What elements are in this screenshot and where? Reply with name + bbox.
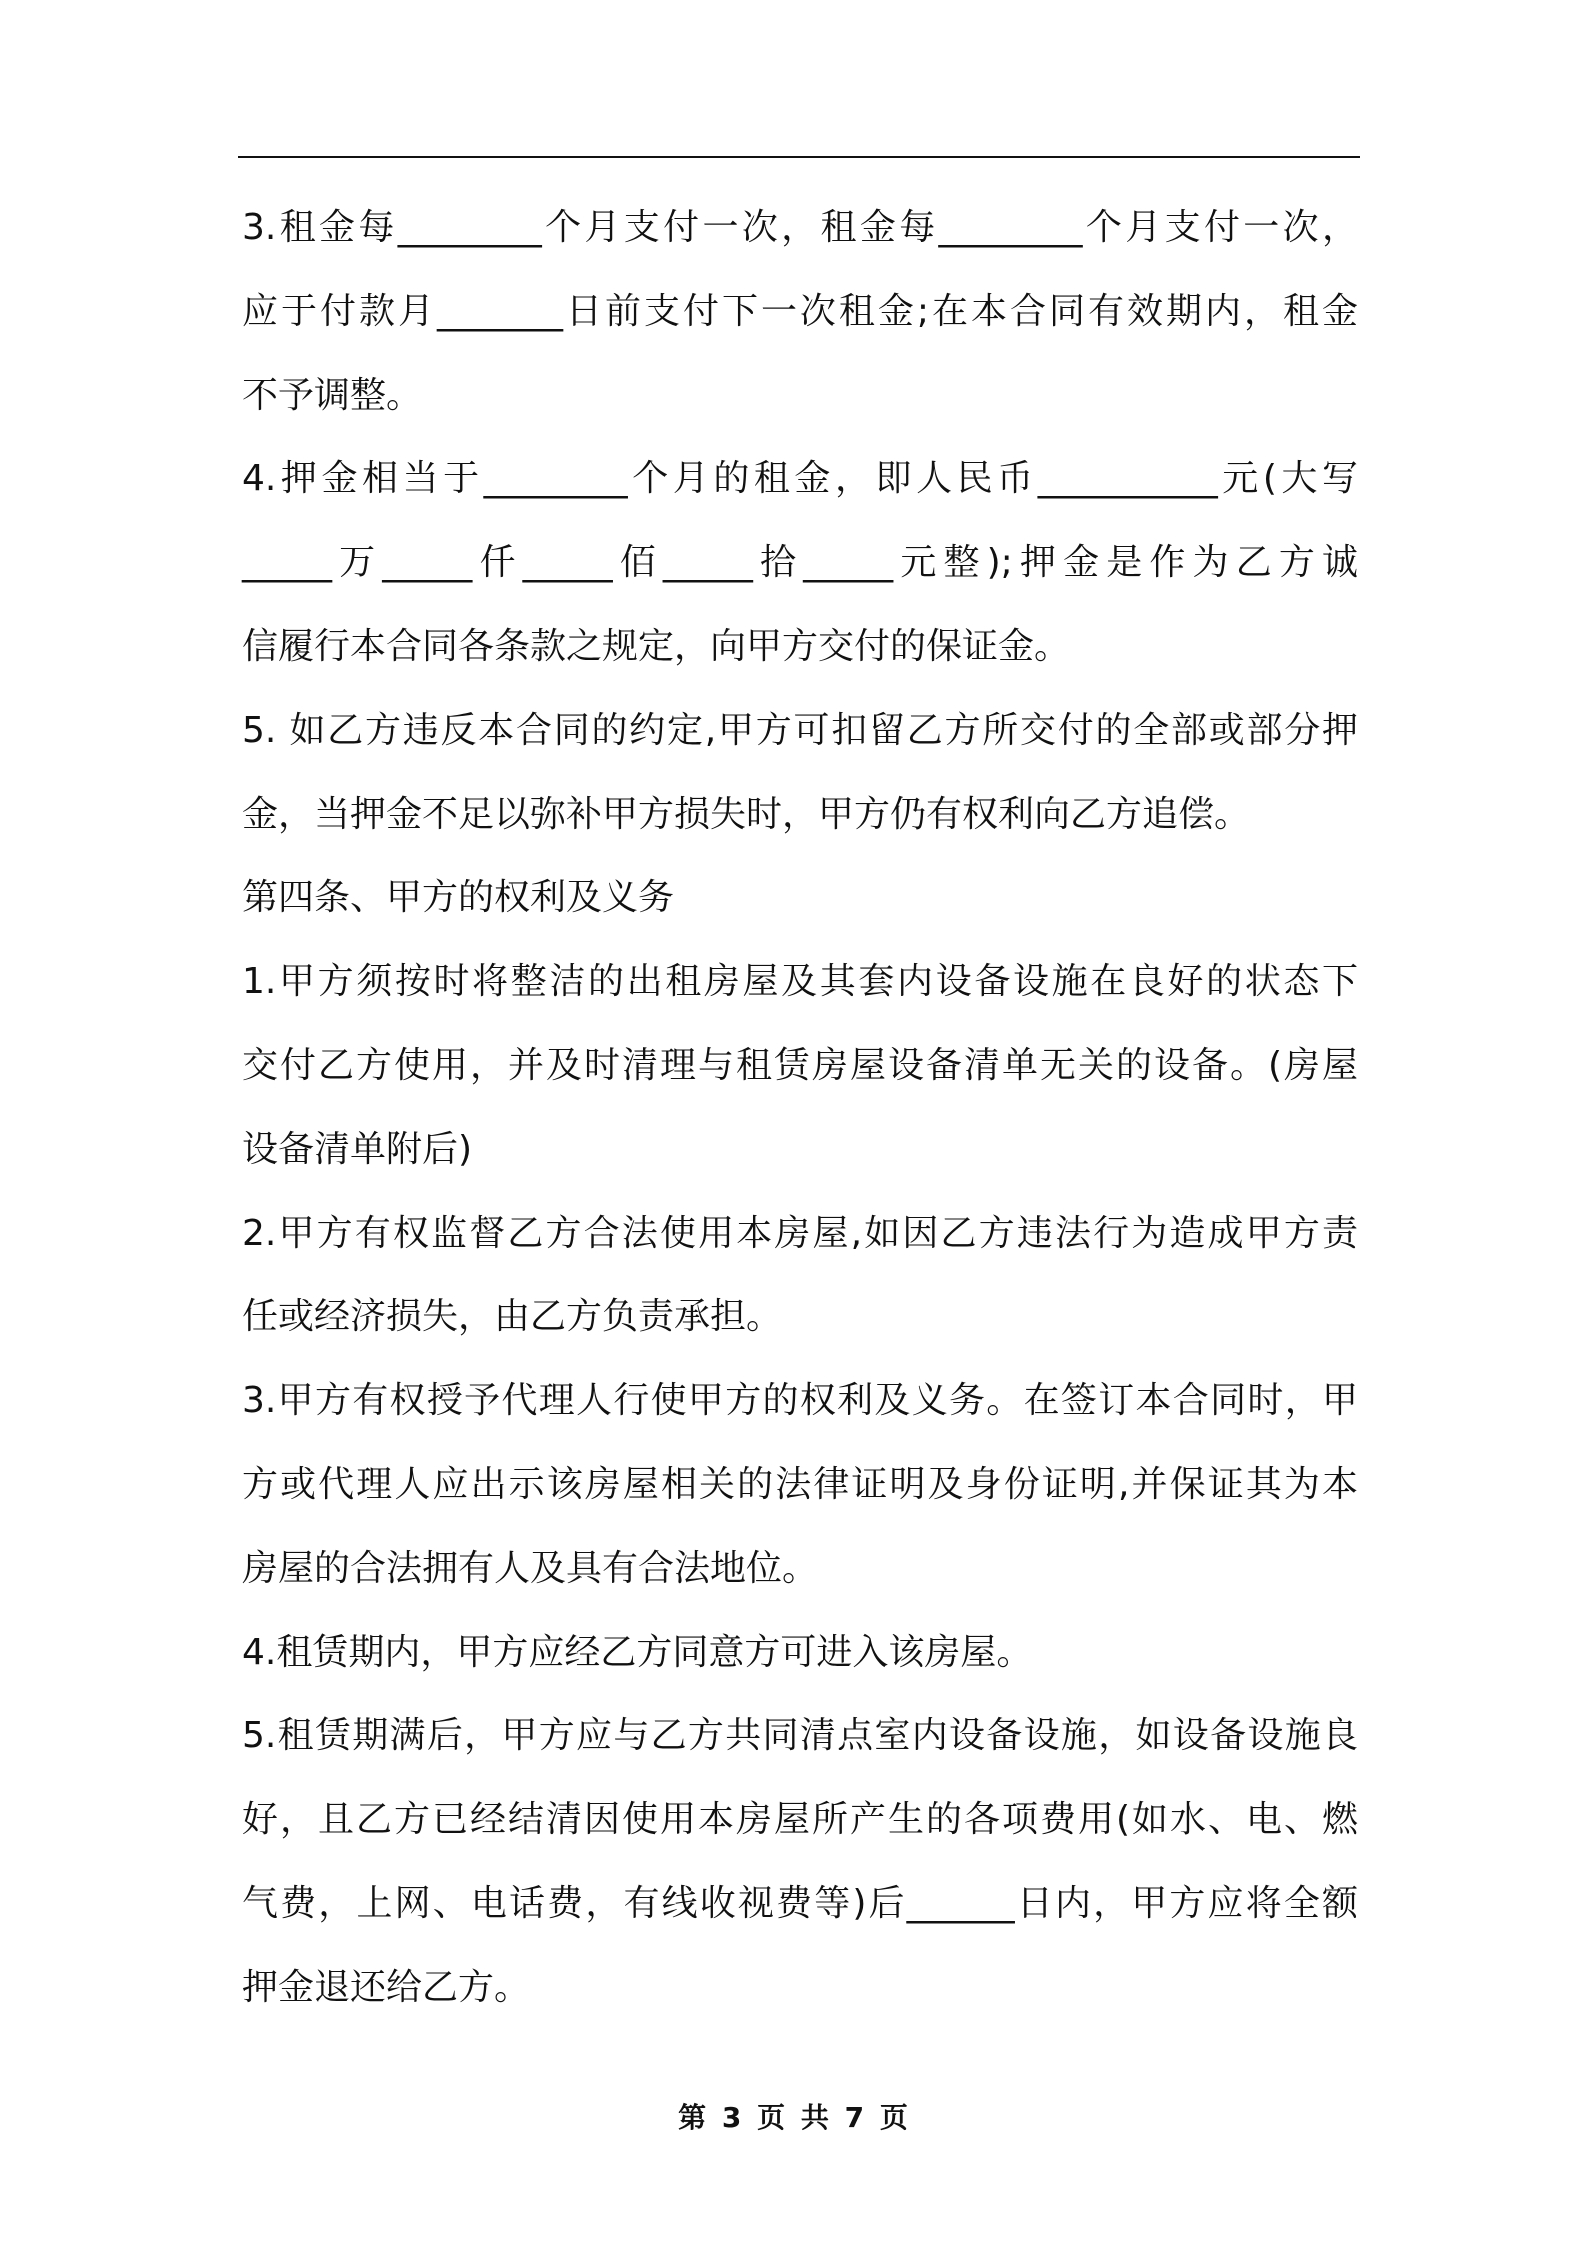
text-line: 应于付款月_______日前支付下一次租金;在本合同有效期内，租金 (242, 290, 1358, 332)
text-line: 3.甲方有权授予代理人行使甲方的权利及义务。在签订本合同时，甲 (242, 1380, 1358, 1422)
text-line: 5. 如乙方违反本合同的约定,甲方可扣留乙方所交付的全部或部分押 (242, 709, 1358, 751)
text-line: 方或代理人应出示该房屋相关的法律证明及身份证明,并保证其为本 (242, 1464, 1358, 1505)
page-number: 第 3 页 共 7 页 (678, 2101, 908, 2134)
text-line: 押金退还给乙方。 (242, 1966, 531, 2008)
text-line: 第四条、甲方的权利及义务 (242, 877, 675, 919)
text-line: 房屋的合法拥有人及具有合法地位。 (242, 1547, 819, 1589)
text-line: 好，且乙方已经结清因使用本房屋所产生的各项费用(如水、电、燃 (242, 1799, 1358, 1841)
text-line: 交付乙方使用，并及时清理与租赁房屋设备清单无关的设备。(房屋 (242, 1045, 1358, 1086)
text-line: 气费，上网、电话费，有线收视费等)后______日内，甲方应将全额 (242, 1883, 1358, 1924)
text-line: 5.租赁期满后，甲方应与乙方共同清点室内设备设施，如设备设施良 (242, 1715, 1358, 1757)
header-rule (238, 156, 1360, 158)
text-line: 设备清单附后) (242, 1128, 473, 1170)
text-line: _____万_____仟_____佰_____拾_____元整);押金是作为乙方诚 (242, 542, 1358, 584)
text-line: 4.押金相当于________个月的租金，即人民币__________元(大写 (242, 458, 1358, 500)
text-line: 2.甲方有权监督乙方合法使用本房屋,如因乙方违法行为造成甲方责 (242, 1212, 1358, 1254)
text-line: 信履行本合同各条款之规定，向甲方交付的保证金。 (242, 626, 1071, 667)
text-line: 金，当押金不足以弥补甲方损失时，甲方仍有权利向乙方追偿。 (242, 793, 1251, 835)
text-line: 1.甲方须按时将整洁的出租房屋及其套内设备设施在良好的状态下 (242, 961, 1358, 1003)
text-line: 不予调整。 (242, 374, 423, 416)
text-line: 4.租赁期内，甲方应经乙方同意方可进入该房屋。 (242, 1631, 1033, 1673)
text-line: 任或经济损失，由乙方负责承担。 (242, 1296, 783, 1338)
text-line: 3.租金每________个月支付一次，租金每________个月支付一次， (242, 207, 1358, 248)
